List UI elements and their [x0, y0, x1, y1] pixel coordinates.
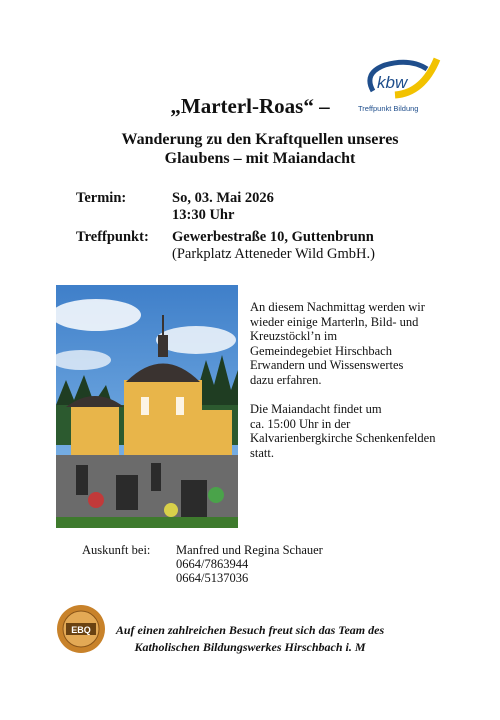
page-title: „Marterl-Roas“ – — [170, 94, 330, 118]
seal-text: EBQ — [71, 625, 91, 635]
footer-line-1: Auf einen zahlreichen Besuch freut sich das Team des — [115, 623, 385, 637]
church-photo — [56, 285, 238, 528]
termin-time: 13:30 Uhr — [172, 207, 235, 223]
treffpunkt-address: Gewerbestraße 10, Guttenbrunn — [172, 229, 374, 245]
footer-note — [0, 622, 500, 656]
description-line: statt. — [250, 445, 274, 460]
description-line: Gemeindegebiet Hirschbach — [250, 343, 392, 358]
footer-line-2: Katholischen Bildungswerkes Hirschbach i. M — [134, 640, 366, 654]
description-line: An diesem Nachmittag werden wir — [250, 300, 425, 314]
page-subtitle — [60, 130, 460, 168]
auskunft-names: Manfred und Regina Schauer — [176, 543, 323, 557]
description-paragraph-1 — [250, 300, 495, 388]
description-line: Die Maiandacht findet um — [250, 402, 382, 416]
auskunft-phone-1: 0664/7863944 — [176, 557, 249, 571]
description-line: Erwandern und Wissenswertes — [250, 358, 404, 373]
termin-label: Termin: — [76, 190, 127, 206]
description-line: ca. 15:00 Uhr in der — [250, 416, 351, 431]
logo-wordmark: kbw — [377, 73, 408, 92]
description-line: Kalvarienbergkirche Schenkenfelden — [250, 431, 436, 446]
termin-date: So, 03. Mai 2026 — [172, 190, 274, 206]
auskunft-label: Auskunft bei: — [82, 543, 151, 557]
treffpunkt-note: (Parkplatz Atteneder Wild GmbH.) — [172, 246, 375, 262]
description-line: Kreuzstöckl’n im — [250, 329, 338, 344]
description-line: dazu erfahren. — [250, 372, 322, 387]
subtitle-line-2: Glaubens – mit Maiandacht — [164, 150, 356, 167]
description-paragraph-2 — [250, 402, 495, 460]
auskunft-phone-2: 0664/5137036 — [176, 571, 249, 585]
logo-tagline: Treffpunkt Bildung — [358, 104, 419, 113]
treffpunkt-label: Treffpunkt: — [76, 229, 149, 245]
description-line: wieder einige Marterln, Bild- und — [250, 314, 419, 329]
subtitle-line-1: Wanderung zu den Kraftquellen unseres — [121, 131, 399, 148]
